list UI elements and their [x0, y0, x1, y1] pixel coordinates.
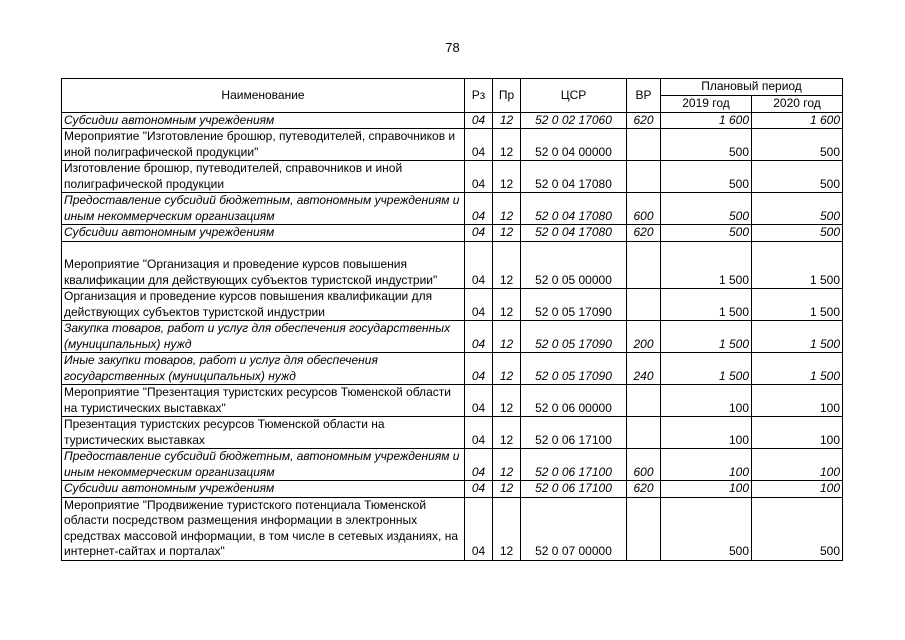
table-row [62, 241, 843, 289]
cell-2020: 1 500 [752, 241, 843, 289]
table-row [62, 353, 843, 385]
cell-2020: 500 [752, 193, 843, 225]
cell-rz: 04 [465, 193, 493, 225]
cell-name: Субсидии автономным учреждениям [62, 481, 465, 498]
cell-rz: 04 [465, 321, 493, 353]
cell-vr [627, 289, 661, 321]
cell-vr [627, 385, 661, 417]
cell-pr: 12 [493, 417, 521, 449]
cell-csr: 52 0 04 17080 [521, 161, 627, 193]
header-rz: Рз [465, 79, 493, 113]
cell-2019: 100 [661, 385, 752, 417]
cell-pr: 12 [493, 385, 521, 417]
cell-rz: 04 [465, 241, 493, 289]
cell-csr: 52 0 05 00000 [521, 241, 627, 289]
table-row [62, 289, 843, 321]
cell-2020: 1 500 [752, 289, 843, 321]
cell-vr: 620 [627, 481, 661, 498]
cell-2020: 100 [752, 385, 843, 417]
cell-2019: 1 500 [661, 321, 752, 353]
cell-vr: 620 [627, 225, 661, 242]
table-row [62, 225, 843, 242]
cell-2019: 100 [661, 481, 752, 498]
cell-pr: 12 [493, 112, 521, 129]
header-name: Наименование [62, 79, 465, 113]
cell-2020: 500 [752, 161, 843, 193]
header-vr: ВР [627, 79, 661, 113]
cell-name: Изготовление брошюр, путеводителей, справочников и иной полиграфической продукции [62, 161, 465, 193]
cell-pr: 12 [493, 497, 521, 560]
cell-2020: 500 [752, 129, 843, 161]
table-body [62, 112, 843, 560]
cell-pr: 12 [493, 241, 521, 289]
cell-csr: 52 0 05 17090 [521, 353, 627, 385]
table-row [62, 321, 843, 353]
cell-pr: 12 [493, 321, 521, 353]
cell-2019: 500 [661, 497, 752, 560]
cell-2019: 1 500 [661, 353, 752, 385]
cell-pr: 12 [493, 481, 521, 498]
cell-name: Субсидии автономным учреждениям [62, 112, 465, 129]
table-row [62, 449, 843, 481]
cell-2020: 100 [752, 449, 843, 481]
cell-pr: 12 [493, 161, 521, 193]
header-plan-period: Плановый период [661, 79, 843, 96]
budget-table [61, 78, 843, 561]
cell-2020: 100 [752, 417, 843, 449]
cell-2020: 1 600 [752, 112, 843, 129]
table-row [62, 481, 843, 498]
header-pr: Пр [493, 79, 521, 113]
cell-2019: 1 600 [661, 112, 752, 129]
cell-rz: 04 [465, 225, 493, 242]
cell-2019: 1 500 [661, 241, 752, 289]
cell-pr: 12 [493, 353, 521, 385]
cell-csr: 52 0 06 17100 [521, 481, 627, 498]
header-csr: ЦСР [521, 79, 627, 113]
cell-csr: 52 0 04 00000 [521, 129, 627, 161]
cell-rz: 04 [465, 353, 493, 385]
cell-rz: 04 [465, 289, 493, 321]
cell-2019: 100 [661, 417, 752, 449]
cell-name: Мероприятие "Изготовление брошюр, путеводителей, справочников и иной полиграфической продукции" [62, 129, 465, 161]
cell-name: Закупка товаров, работ и услуг для обеспечения государственных (муниципальных) нужд [62, 321, 465, 353]
cell-rz: 04 [465, 129, 493, 161]
table-row [62, 129, 843, 161]
cell-vr: 240 [627, 353, 661, 385]
cell-2019: 100 [661, 449, 752, 481]
cell-2020: 100 [752, 481, 843, 498]
cell-rz: 04 [465, 417, 493, 449]
cell-vr: 600 [627, 449, 661, 481]
cell-name: Иные закупки товаров, работ и услуг для обеспечения государственных (муниципальных) нужд [62, 353, 465, 385]
cell-vr [627, 129, 661, 161]
cell-csr: 52 0 05 17090 [521, 321, 627, 353]
table-row [62, 112, 843, 129]
cell-rz: 04 [465, 497, 493, 560]
cell-csr: 52 0 02 17060 [521, 112, 627, 129]
cell-vr: 620 [627, 112, 661, 129]
cell-csr: 52 0 05 17090 [521, 289, 627, 321]
cell-2020: 1 500 [752, 321, 843, 353]
header-year-2019: 2019 год [661, 96, 752, 113]
cell-rz: 04 [465, 385, 493, 417]
cell-name: Предоставление субсидий бюджетным, автономным учреждениям и иным некоммерческим организациям [62, 449, 465, 481]
cell-name: Презентация туристских ресурсов Тюменской области на туристических выставках [62, 417, 465, 449]
header-year-2020: 2020 год [752, 96, 843, 113]
cell-2020: 500 [752, 497, 843, 560]
cell-2020: 1 500 [752, 353, 843, 385]
cell-name: Организация и проведение курсов повышения квалификации для действующих субъектов туристской индустрии [62, 289, 465, 321]
table-row [62, 161, 843, 193]
cell-name: Мероприятие "Организация и проведение курсов повышения квалификации для действующих субъектов туристской индустрии" [62, 241, 465, 289]
table-row [62, 497, 843, 560]
cell-name: Предоставление субсидий бюджетным, автономным учреждениям и иным некоммерческим организациям [62, 193, 465, 225]
cell-pr: 12 [493, 129, 521, 161]
table-row [62, 193, 843, 225]
cell-rz: 04 [465, 449, 493, 481]
cell-name: Субсидии автономным учреждениям [62, 225, 465, 242]
cell-pr: 12 [493, 193, 521, 225]
cell-2019: 500 [661, 225, 752, 242]
cell-2019: 500 [661, 193, 752, 225]
cell-vr [627, 241, 661, 289]
cell-csr: 52 0 04 17080 [521, 193, 627, 225]
cell-2019: 500 [661, 129, 752, 161]
cell-pr: 12 [493, 289, 521, 321]
cell-2020: 500 [752, 225, 843, 242]
cell-rz: 04 [465, 481, 493, 498]
cell-name: Мероприятие "Продвижение туристского потенциала Тюменской области посредством размещения информации в электронных средствах массовой информации, в том числе в сетевых изданиях, на интернет-сайтах и порталах" [62, 497, 465, 560]
cell-csr: 52 0 06 17100 [521, 449, 627, 481]
cell-rz: 04 [465, 161, 493, 193]
cell-vr [627, 497, 661, 560]
cell-csr: 52 0 04 17080 [521, 225, 627, 242]
cell-pr: 12 [493, 225, 521, 242]
cell-rz: 04 [465, 112, 493, 129]
cell-vr: 600 [627, 193, 661, 225]
cell-vr: 200 [627, 321, 661, 353]
cell-pr: 12 [493, 449, 521, 481]
cell-vr [627, 161, 661, 193]
cell-2019: 500 [661, 161, 752, 193]
table-header [62, 79, 843, 113]
table-row [62, 385, 843, 417]
table-row [62, 417, 843, 449]
cell-vr [627, 417, 661, 449]
cell-csr: 52 0 06 17100 [521, 417, 627, 449]
page-number: 78 [445, 40, 460, 55]
cell-2019: 1 500 [661, 289, 752, 321]
cell-name: Мероприятие "Презентация туристских ресурсов Тюменской области на туристических выставках" [62, 385, 465, 417]
cell-csr: 52 0 07 00000 [521, 497, 627, 560]
cell-csr: 52 0 06 00000 [521, 385, 627, 417]
